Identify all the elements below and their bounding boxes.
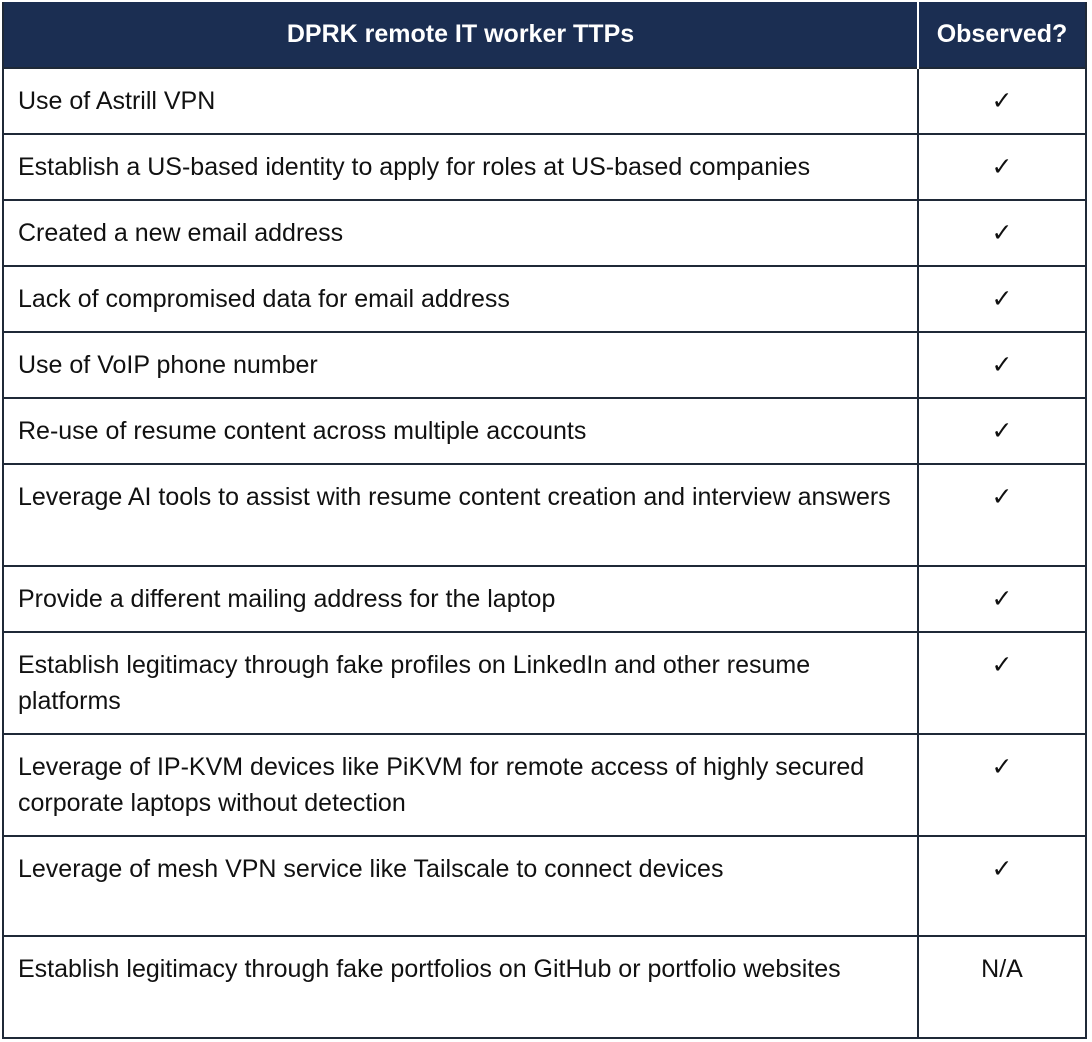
observed-cell [918, 398, 1085, 464]
observed-cell [918, 332, 1085, 398]
ttp-cell: Establish legitimacy through fake portfolios on GitHub or portfolio websites [4, 936, 918, 1038]
ttp-cell: Leverage of mesh VPN service like Tailscale to connect devices [4, 836, 918, 936]
checkmark-icon: ✓ [991, 350, 1013, 379]
checkmark-icon: ✓ [991, 284, 1013, 313]
table-row [4, 734, 1085, 836]
checkmark-icon: ✓ [991, 482, 1013, 511]
observed-cell [918, 134, 1085, 200]
observed-cell [918, 68, 1085, 134]
table-row [4, 200, 1085, 266]
observed-cell [918, 200, 1085, 266]
checkmark-icon: ✓ [991, 416, 1013, 445]
checkmark-icon: ✓ [991, 650, 1013, 679]
observed-cell [918, 566, 1085, 632]
ttp-table [4, 2, 1085, 1038]
ttp-cell: Leverage of IP-KVM devices like PiKVM for remote access of highly secured corporate laptops without detection [4, 734, 918, 836]
table-row [4, 632, 1085, 734]
checkmark-icon: ✓ [991, 854, 1013, 883]
ttp-cell: Provide a different mailing address for the laptop [4, 566, 918, 632]
checkmark-icon: ✓ [991, 218, 1013, 247]
checkmark-icon: ✓ [991, 584, 1013, 613]
table-row [4, 266, 1085, 332]
observed-cell [918, 836, 1085, 936]
ttp-cell: Establish a US-based identity to apply for roles at US-based companies [4, 134, 918, 200]
header-ttp: DPRK remote IT worker TTPs [4, 2, 918, 68]
ttp-cell: Use of VoIP phone number [4, 332, 918, 398]
table-header-row [4, 2, 1085, 68]
observed-cell [918, 632, 1085, 734]
checkmark-icon: ✓ [991, 86, 1013, 115]
ttp-cell: Establish legitimacy through fake profiles on LinkedIn and other resume platforms [4, 632, 918, 734]
checkmark-icon: ✓ [991, 152, 1013, 181]
table-row [4, 398, 1085, 464]
table-row [4, 566, 1085, 632]
table-row [4, 68, 1085, 134]
observed-cell [918, 936, 1085, 1038]
table-row [4, 464, 1085, 566]
observed-cell [918, 266, 1085, 332]
checkmark-icon: ✓ [991, 752, 1013, 781]
ttp-cell: Lack of compromised data for email address [4, 266, 918, 332]
table-row [4, 836, 1085, 936]
ttp-cell: Use of Astrill VPN [4, 68, 918, 134]
observed-cell [918, 734, 1085, 836]
header-observed: Observed? [918, 2, 1085, 68]
table-row [4, 134, 1085, 200]
ttp-cell: Created a new email address [4, 200, 918, 266]
ttp-table-container [2, 2, 1087, 1039]
table-row [4, 332, 1085, 398]
ttp-cell: Re-use of resume content across multiple accounts [4, 398, 918, 464]
observed-cell [918, 464, 1085, 566]
table-row [4, 936, 1085, 1038]
observed-value: N/A [981, 955, 1023, 983]
ttp-cell: Leverage AI tools to assist with resume content creation and interview answers [4, 464, 918, 566]
